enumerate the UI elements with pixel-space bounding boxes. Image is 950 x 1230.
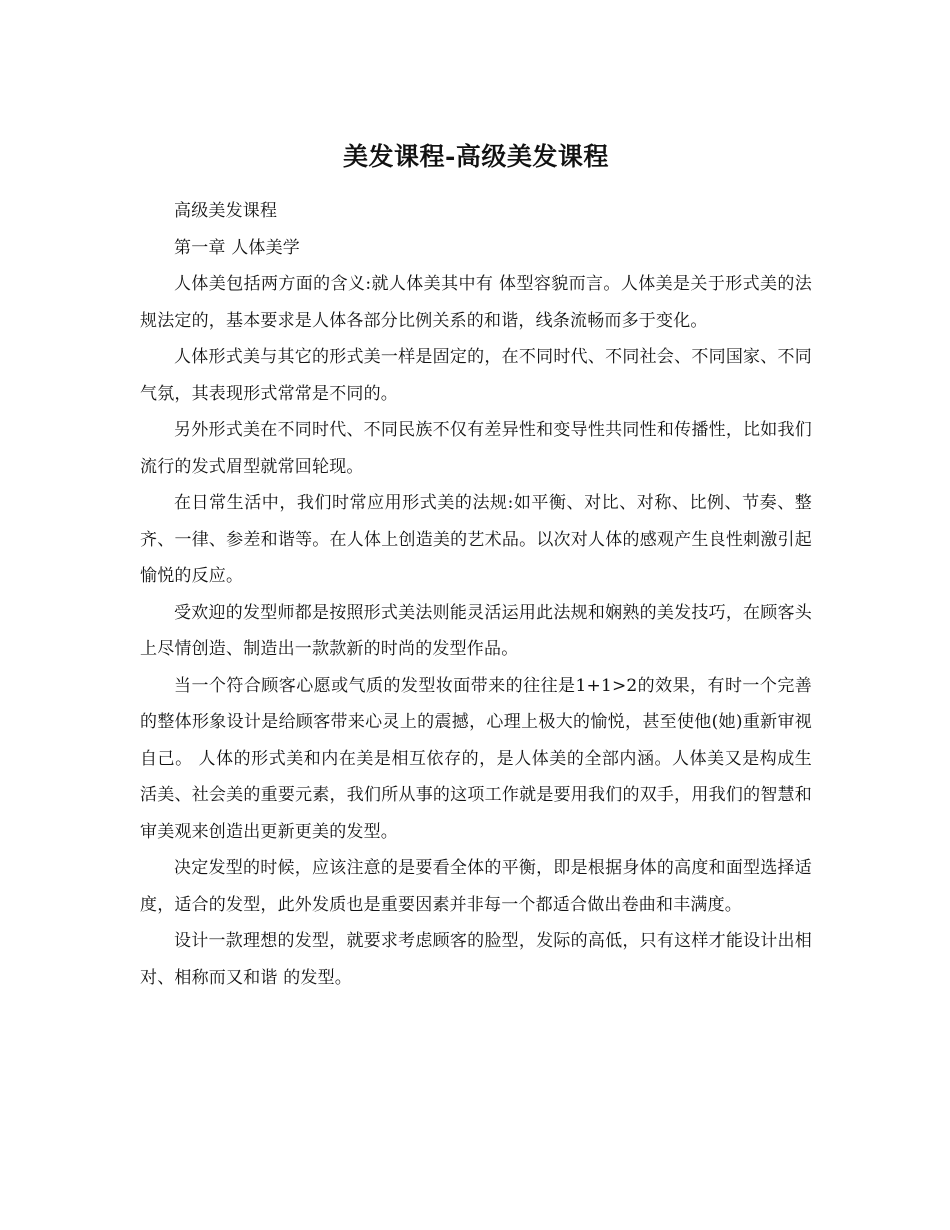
paragraph: 设计一款理想的发型，就要求考虑顾客的脸型，发际的高低，只有这样才能设计出相对、相称而又和谐 的发型。 [140, 931, 812, 988]
paragraph: 人体美包括两方面的含义:就人体美其中有 体型容貌而言。人体美是关于形式美的法规法定的，基本要求是人体各部分比例关系的和谐，线条流畅而多于变化。 [140, 274, 812, 331]
document-page [140, 140, 812, 996]
document-title: 美发课程-高级美发课程 [343, 142, 609, 171]
paragraph: 人体形式美与其它的形式美一样是固定的，在不同时代、不同社会、不同国家、不同气氛，其表现形式常常是不同的。 [140, 347, 812, 404]
paragraph-subtitle: 高级美发课程 [174, 201, 278, 221]
paragraph-chapter-heading: 第一章 人体美学 [174, 237, 301, 258]
paragraph: 受欢迎的发型师都是按照形式美法则能灵活运用此法规和娴熟的美发技巧，在顾客头上尽情创造、制造出一款款新的时尚的发型作品。 [140, 602, 812, 659]
paragraph: 另外形式美在不同时代、不同民族不仅有差异性和变导性共同性和传播性，比如我们流行的发式眉型就常回轮现。 [140, 420, 812, 477]
paragraph: 决定发型的时候，应该注意的是要看全体的平衡，即是根据身体的高度和面型选择适度，适合的发型，此外发质也是重要因素并非每一个都适合做出卷曲和丰满度。 [140, 858, 812, 915]
paragraph: 当一个符合顾客心愿或气质的发型妆面带来的往往是1+1>2的效果，有时一个完善的整体形象设计是给顾客带来心灵上的震撼，心理上极大的愉悦，甚至使他(她)重新审视自己。 人体的形式美和内在美是相互依存的，是人体美的全部内涵。人体美又是构成生活美、社会美的重要元素，我们所从事的这项工作就是要用我们的双手，用我们的智慧和审美观来创造出更新更美的发型。 [140, 675, 812, 842]
paragraph: 在日常生活中，我们时常应用形式美的法规:如平衡、对比、对称、比例、节奏、整齐、一律、参差和谐等。在人体上创造美的艺术品。以次对人体的感观产生良性刺激引起愉悦的反应。 [140, 493, 812, 586]
